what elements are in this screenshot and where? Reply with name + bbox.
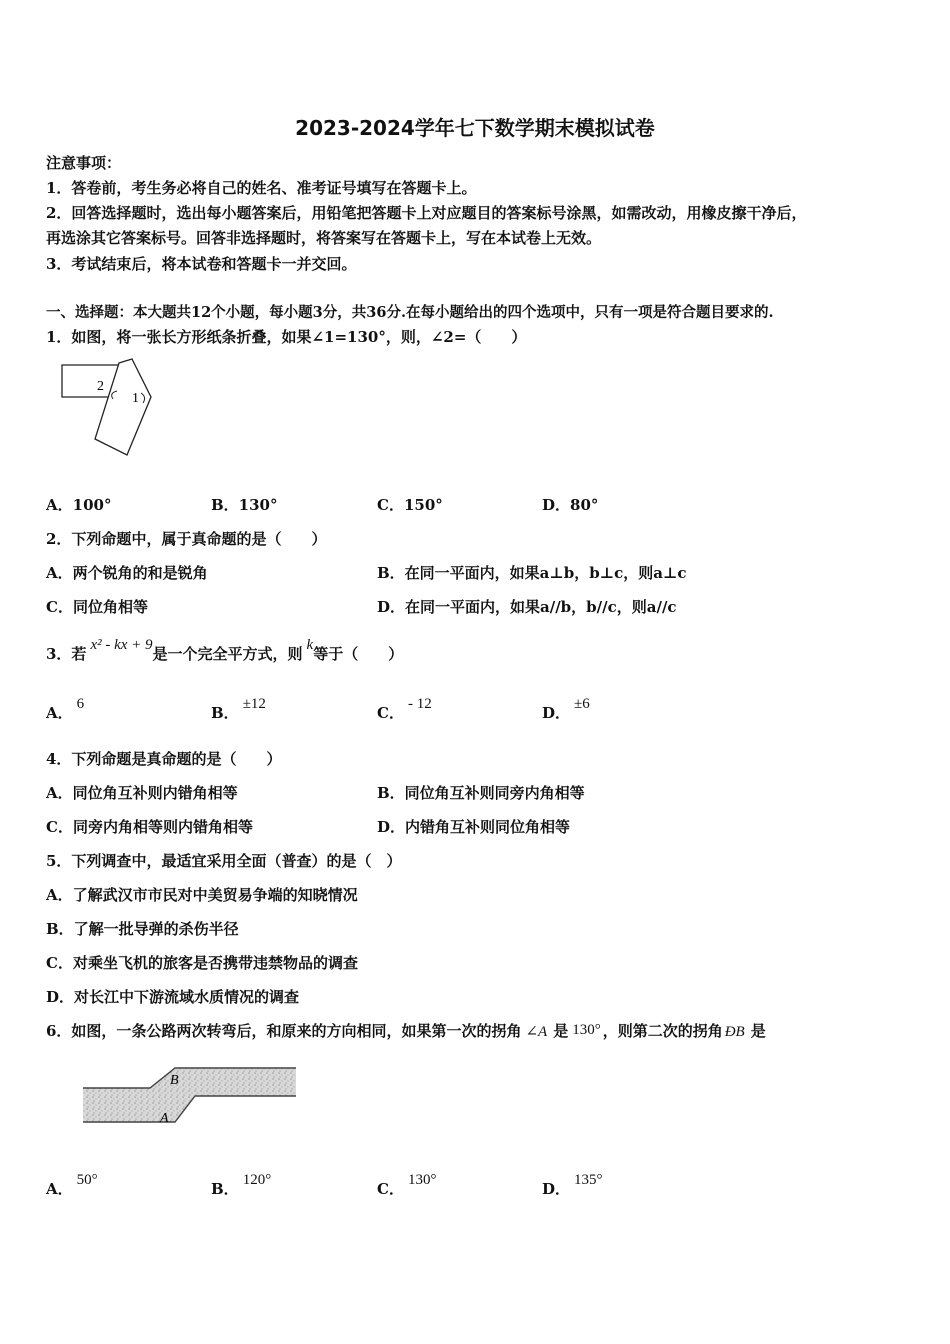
q1-option-b[interactable]: B．130° bbox=[211, 496, 278, 514]
q1-option-c[interactable]: C．150° bbox=[377, 496, 443, 514]
notice-item: 1．答卷前，考生务必将自己的姓名、准考证号填写在答题卡上。 bbox=[46, 179, 477, 197]
q4-stem: 4．下列命题是真命题的是（ ） bbox=[46, 750, 282, 768]
q2-option-d[interactable]: D．在同一平面内，如果a//b，b//c，则a//c bbox=[377, 598, 677, 616]
page-title: 2023-2024学年七下数学期末模拟试卷 bbox=[295, 116, 655, 140]
q1-option-d[interactable]: D．80° bbox=[542, 496, 599, 514]
section-heading: 一、选择题：本大题共12个小题，每小题3分，共36分.在每小题给出的四个选项中，只有一项是符合题目要求的. bbox=[46, 304, 774, 321]
q6-road-figure bbox=[80, 1060, 300, 1135]
q3-stem bbox=[46, 637, 404, 664]
q6-option-c-label: C． bbox=[377, 1180, 404, 1198]
q6-stem-part-d: 是 bbox=[750, 1022, 766, 1040]
q6-option-a-label: A． bbox=[46, 1180, 73, 1198]
q3-option-b[interactable] bbox=[211, 696, 266, 723]
notice-item: 再选涂其它答案标号。回答非选择题时，将答案写在答题卡上，写在本试卷上无效。 bbox=[46, 229, 602, 247]
notice-item: 3．考试结束后，将本试卷和答题卡一并交回。 bbox=[46, 255, 357, 273]
q3-option-a-label: A． bbox=[46, 704, 73, 722]
q3-option-d-label: D． bbox=[542, 704, 571, 722]
q3-variable: k bbox=[306, 637, 314, 653]
q3-suffix: 等于（ ） bbox=[313, 645, 404, 663]
q3-option-c-label: C． bbox=[377, 704, 404, 722]
q5-option-a[interactable]: A．了解武汉市市民对中美贸易争端的知晓情况 bbox=[46, 886, 358, 904]
q6-stem-part-b: 是 bbox=[553, 1022, 569, 1040]
q5-option-b[interactable]: B．了解一批导弹的杀伤半径 bbox=[46, 920, 239, 938]
q6-option-a-value: 50° bbox=[76, 1172, 98, 1188]
q4-option-d[interactable]: D．内错角互补则同位角相等 bbox=[377, 818, 571, 836]
q2-option-b[interactable]: B．在同一平面内，如果a⊥b，b⊥c，则a⊥c bbox=[377, 564, 687, 582]
q4-option-a[interactable]: A．同位角互补则内错角相等 bbox=[46, 784, 238, 802]
q6-angle-value: 130° bbox=[572, 1022, 601, 1038]
q6-option-d-label: D． bbox=[542, 1180, 571, 1198]
q3-middle: 是一个完全平方式，则 bbox=[152, 645, 303, 663]
q3-option-d[interactable] bbox=[542, 696, 590, 723]
q4-option-c[interactable]: C．同旁内角相等则内错角相等 bbox=[46, 818, 253, 836]
q2-stem: 2．下列命题中，属于真命题的是（ ） bbox=[46, 530, 327, 548]
q3-option-d-value: ±6 bbox=[574, 696, 590, 712]
q3-option-c-value: - 12 bbox=[407, 696, 432, 712]
q3-expression: x² - kx + 9 bbox=[90, 637, 153, 653]
q6-stem bbox=[46, 1020, 766, 1041]
q1-angle-2-label: 2 bbox=[97, 379, 104, 394]
q4-option-b[interactable]: B．同位角互补则同旁内角相等 bbox=[377, 784, 585, 802]
q3-option-a-value: 6 bbox=[76, 696, 85, 712]
q6-angle-a-label: A bbox=[160, 1111, 169, 1126]
q3-prefix: 3．若 bbox=[46, 645, 87, 663]
q6-option-c-value: 130° bbox=[407, 1172, 437, 1188]
q3-option-a[interactable] bbox=[46, 696, 85, 723]
q6-option-a[interactable] bbox=[46, 1172, 98, 1199]
q1-folded-strip-figure bbox=[55, 355, 165, 460]
q6-stem-part-a: 6．如图，一条公路两次转弯后，和原来的方向相同，如果第一次的拐角 bbox=[46, 1022, 522, 1040]
q5-stem: 5．下列调查中，最适宜采用全面（普查）的是（ ） bbox=[46, 852, 402, 870]
notice-heading: 注意事项： bbox=[46, 154, 122, 172]
q6-stem-part-c: ，则第二次的拐角 bbox=[602, 1022, 723, 1040]
q5-option-c[interactable]: C．对乘坐飞机的旅客是否携带违禁物品的调查 bbox=[46, 954, 358, 972]
q6-option-d-value: 135° bbox=[574, 1172, 603, 1188]
q6-option-d[interactable] bbox=[542, 1172, 603, 1199]
q6-angle-b: ÐB bbox=[724, 1024, 745, 1040]
q1-angle-1-label: 1 bbox=[132, 391, 139, 406]
q6-angle-a: ∠A bbox=[525, 1024, 548, 1040]
q6-option-c[interactable] bbox=[377, 1172, 437, 1199]
notice-item: 2．回答选择题时，选出每小题答案后，用铅笔把答题卡上对应题目的答案标号涂黑，如需改动，用橡皮擦干净后， bbox=[46, 204, 807, 222]
q3-option-b-label: B． bbox=[211, 704, 239, 722]
q6-angle-b-label: B bbox=[170, 1073, 179, 1088]
q1-option-a[interactable]: A．100° bbox=[46, 496, 112, 514]
q1-stem: 1．如图，将一张长方形纸条折叠，如果∠1=130°，则，∠2=（ ） bbox=[46, 328, 527, 346]
q3-option-c[interactable] bbox=[377, 696, 432, 723]
q5-option-d[interactable]: D．对长江中下游流域水质情况的调查 bbox=[46, 988, 300, 1006]
q2-option-a[interactable]: A．两个锐角的和是锐角 bbox=[46, 564, 208, 582]
q3-option-b-value: ±12 bbox=[242, 696, 266, 712]
q6-option-b-value: 120° bbox=[242, 1172, 272, 1188]
q2-option-c[interactable]: C．同位角相等 bbox=[46, 598, 148, 616]
q6-option-b[interactable] bbox=[211, 1172, 272, 1199]
q6-option-b-label: B． bbox=[211, 1180, 239, 1198]
